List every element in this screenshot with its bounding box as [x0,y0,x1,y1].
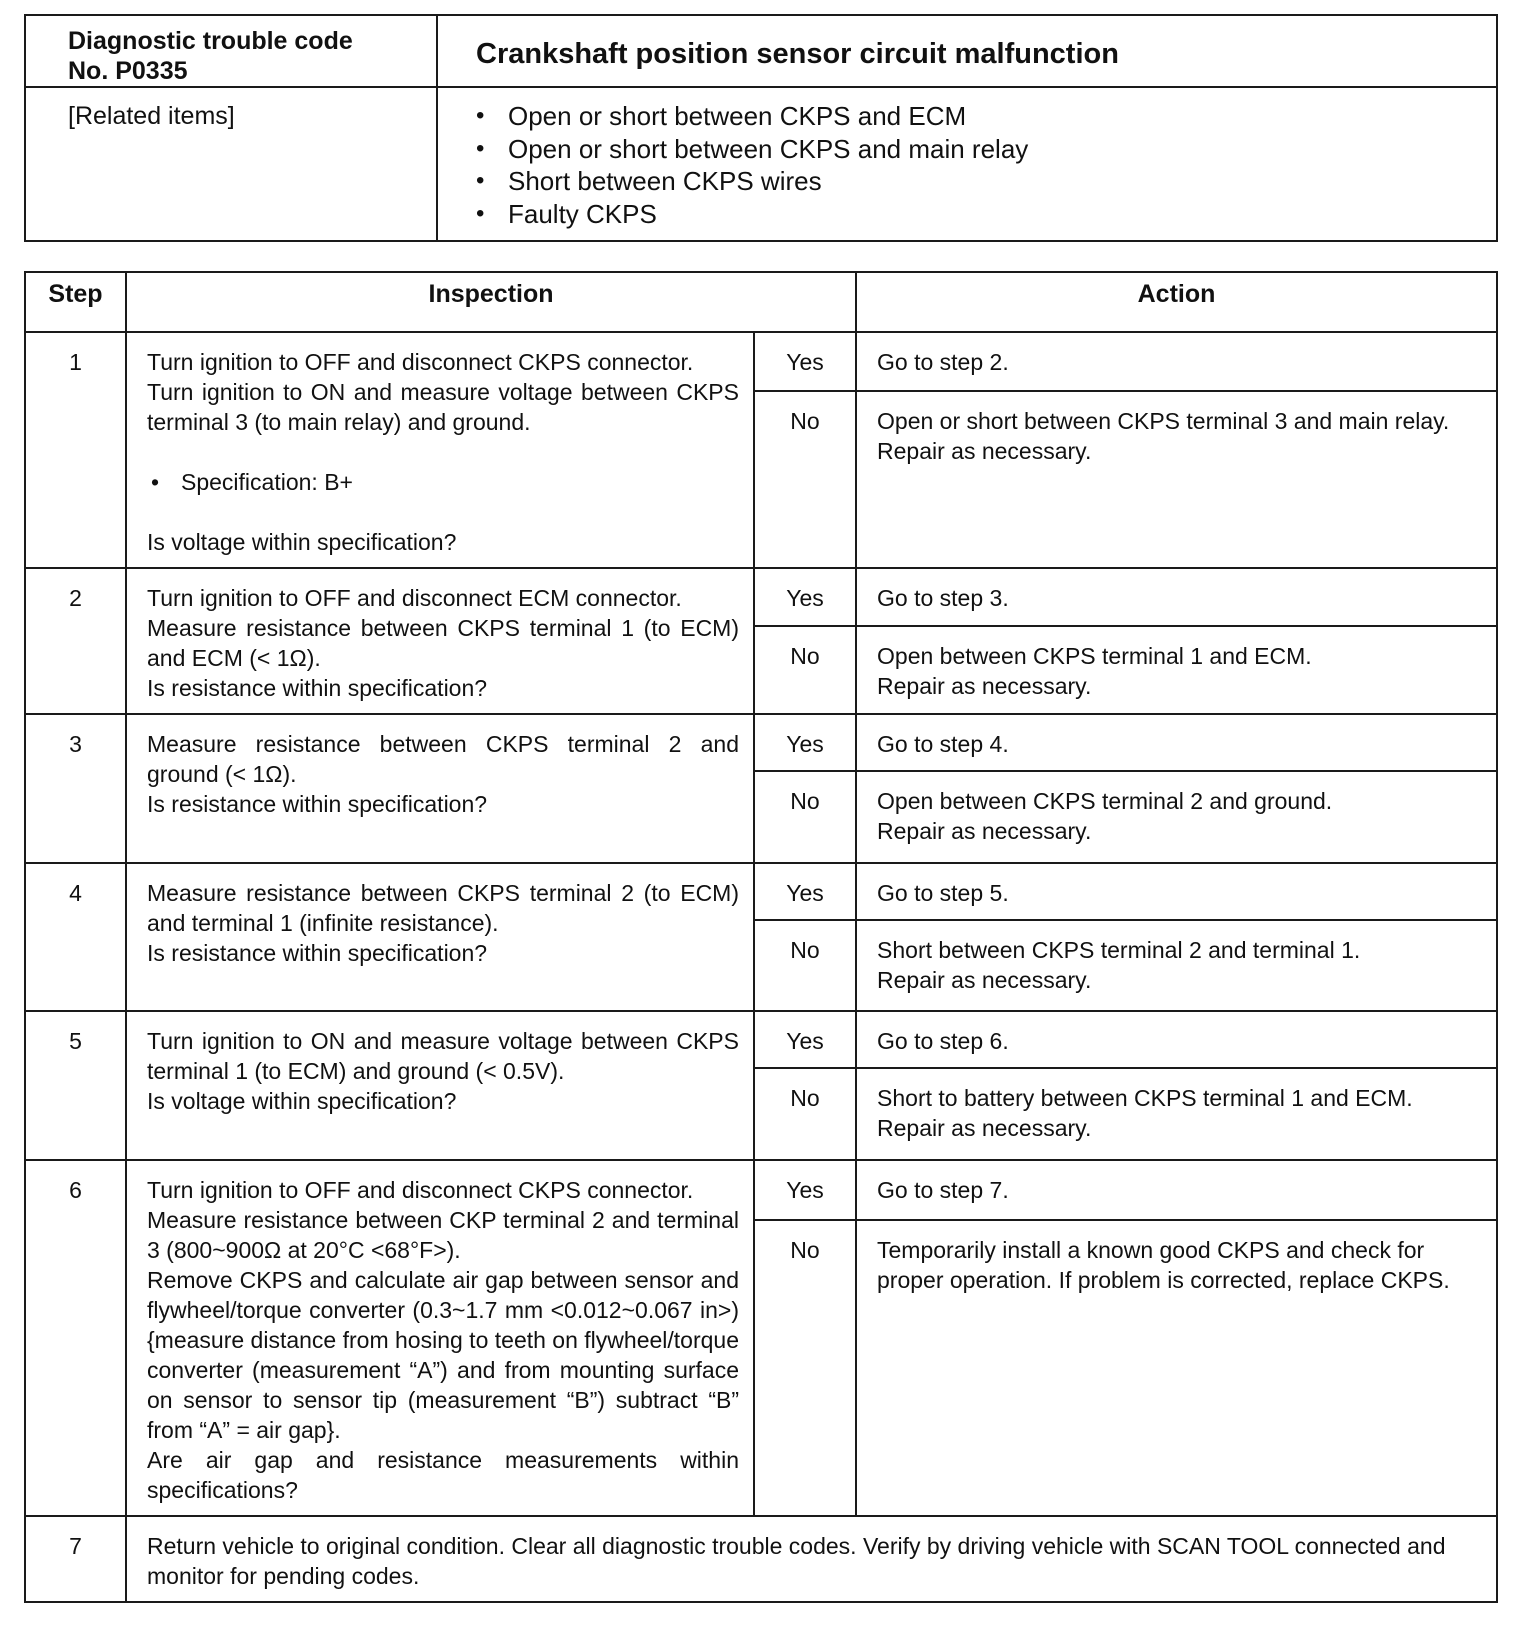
col-header-action: Action [856,272,1497,332]
inspection-question: Is voltage within specification? [147,529,457,555]
inspection-line: Turn ignition to OFF and disconnect ECM connector. [147,585,682,611]
table-row [25,568,1497,626]
yes-label: Yes [754,863,856,920]
no-label: No [754,920,856,1011]
action-line: Short between CKPS terminal 2 and terminal 1. [877,937,1361,963]
table-row [25,714,1497,771]
related-item: • Short between CKPS wires [476,165,1496,198]
yes-label: Yes [754,332,856,391]
action-line: Open between CKPS terminal 1 and ECM. [877,642,1312,669]
step-number: 5 [25,1011,126,1160]
action-line: Temporarily install a known good CKPS and check for proper operation. If problem is corrected, replace CKPS. [877,1237,1450,1294]
inspection-text [126,332,754,568]
related-items-label: [Related items] [25,87,437,241]
no-action [856,626,1497,714]
inspection-line: Measure resistance between CKPS terminal 2 (to ECM) and terminal 1 (infinite resistance). [147,880,739,936]
specification-bullet: • Specification: B+ [151,469,353,495]
no-action [856,771,1497,863]
related-item: • Open or short between CKPS and ECM [476,100,1496,133]
inspection-question: Are air gap and resistance measurements within specifications? [147,1447,739,1503]
inspection-text [126,714,754,863]
inspection-line: Turn ignition to ON and measure voltage between CKPS terminal 3 (to main relay) and ground. [147,379,739,435]
no-action [856,1068,1497,1160]
inspection-line: Turn ignition to ON and measure voltage between CKPS terminal 1 (to ECM) and ground (< 0.5V). [147,1028,739,1084]
col-header-step: Step [25,272,126,332]
table-row [25,1516,1497,1602]
col-header-inspection: Inspection [126,272,856,332]
yes-action: Go to step 5. [856,863,1497,920]
action-line: Repair as necessary. [877,1115,1092,1141]
step-number: 2 [25,568,126,714]
step-number: 6 [25,1160,126,1516]
no-label: No [754,1220,856,1516]
yes-label: Yes [754,1160,856,1220]
action-line: Repair as necessary. [877,967,1092,993]
yes-action: Go to step 6. [856,1011,1497,1068]
dtc-header-table [24,14,1498,242]
action-line: Short to battery between CKPS terminal 1 and ECM. [877,1085,1413,1111]
action-line: Repair as necessary. [877,438,1092,464]
table-header-row [25,272,1497,332]
inspection-line: Measure resistance between CKPS terminal 2 and ground (< 1Ω). [147,731,739,787]
final-step-text: Return vehicle to original condition. Clear all diagnostic trouble codes. Verify by driving vehicle with SCAN TOOL connected and monitor for pending codes. [126,1516,1497,1602]
dtc-code-label-line1: Diagnostic trouble code [68,27,353,55]
dtc-title: Crankshaft position sensor circuit malfunction [437,15,1497,87]
specification-text: Specification: B+ [181,469,353,495]
action-line: Open between CKPS terminal 2 and ground. [877,788,1333,814]
no-action [856,391,1497,568]
action-line: Open or short between CKPS terminal 3 and main relay. [877,408,1450,434]
inspection-text [126,568,754,714]
table-row [25,1011,1497,1068]
action-line: Repair as necessary. [877,672,1092,699]
yes-label: Yes [754,568,856,626]
yes-action: Go to step 2. [856,332,1497,391]
inspection-line: Remove CKPS and calculate air gap between sensor and flywheel/torque converter (0.3~1.7 mm <0.012~0.067 in>) {measure distance from hosing to teeth on flywheel/torque converter (measurement “A”) and from mounting surface on sensor to sensor tip (measurement “B”) subtract “B” from “A” = air gap}. [147,1267,739,1443]
step-number: 3 [25,714,126,863]
related-item: • Faulty CKPS [476,198,1496,231]
inspection-text [126,1011,754,1160]
no-label: No [754,391,856,568]
dtc-code-label [25,15,437,87]
inspection-question: Is resistance within specification? [147,675,488,701]
inspection-text [126,1160,754,1516]
inspection-line: Turn ignition to OFF and disconnect CKPS connector. [147,1177,694,1203]
no-action [856,1220,1497,1516]
action-line: Repair as necessary. [877,818,1092,844]
no-label: No [754,771,856,863]
inspection-question: Is voltage within specification? [147,1088,457,1114]
no-action [856,920,1497,1011]
yes-action: Go to step 7. [856,1160,1497,1220]
no-label: No [754,1068,856,1160]
step-number: 7 [25,1516,126,1602]
step-number: 1 [25,332,126,568]
no-label: No [754,626,856,714]
table-row [25,1160,1497,1220]
yes-action: Go to step 4. [856,714,1497,771]
yes-label: Yes [754,714,856,771]
table-row [25,863,1497,920]
yes-label: Yes [754,1011,856,1068]
related-items-list [437,87,1497,241]
table-row [25,332,1497,391]
yes-action: Go to step 3. [856,568,1497,626]
step-number: 4 [25,863,126,1011]
inspection-question: Is resistance within specification? [147,940,488,966]
inspection-text [126,863,754,1011]
dtc-code-number: No. P0335 [68,57,188,85]
inspection-line: Measure resistance between CKP terminal 2 and terminal 3 (800~900Ω at 20°C <68°F>). [147,1207,739,1263]
inspection-question: Is resistance within specification? [147,791,488,817]
diagnostic-steps-table [24,271,1498,1603]
related-item: • Open or short between CKPS and main relay [476,133,1496,166]
inspection-line: Measure resistance between CKPS terminal 1 (to ECM) and ECM (< 1Ω). [147,615,739,671]
inspection-line: Turn ignition to OFF and disconnect CKPS connector. [147,349,694,375]
